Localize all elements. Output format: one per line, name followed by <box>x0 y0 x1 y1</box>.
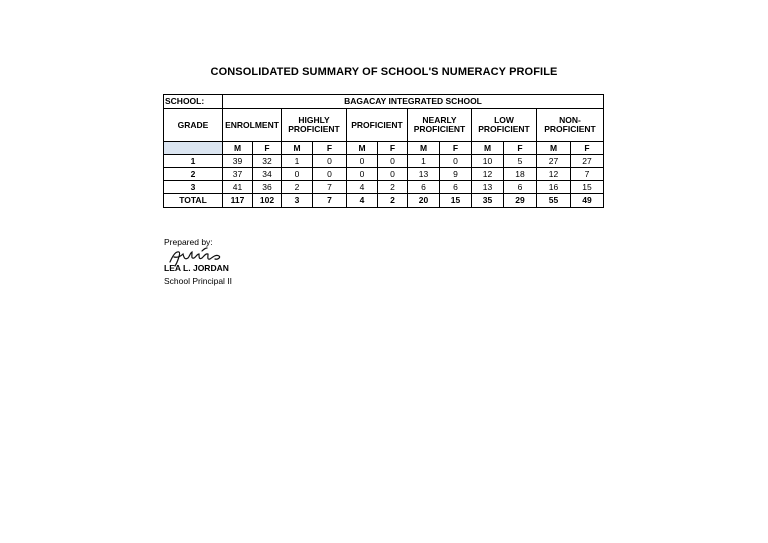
total-cell: 20 <box>408 194 440 208</box>
female-header: F <box>504 142 537 155</box>
value-cell: 0 <box>313 168 347 181</box>
numeracy-profile-table <box>163 94 604 208</box>
value-cell: 12 <box>537 168 571 181</box>
value-cell: 5 <box>504 155 537 168</box>
total-cell: 117 <box>223 194 253 208</box>
female-header: F <box>253 142 282 155</box>
value-cell: 13 <box>408 168 440 181</box>
highly-proficient-header: HIGHLY PROFICIENT <box>282 109 347 142</box>
value-cell: 12 <box>472 168 504 181</box>
grade-header: GRADE <box>164 109 223 142</box>
value-cell: 0 <box>282 168 313 181</box>
value-cell: 10 <box>472 155 504 168</box>
male-header: M <box>408 142 440 155</box>
value-cell: 41 <box>223 181 253 194</box>
total-cell: 29 <box>504 194 537 208</box>
prepared-by-label: Prepared by: <box>164 237 213 247</box>
female-header: F <box>440 142 472 155</box>
table-row <box>164 155 604 168</box>
value-cell: 2 <box>378 181 408 194</box>
value-cell: 0 <box>347 155 378 168</box>
value-cell: 37 <box>223 168 253 181</box>
low-proficient-header: LOW PROFICIENT <box>472 109 537 142</box>
value-cell: 6 <box>408 181 440 194</box>
value-cell: 27 <box>537 155 571 168</box>
value-cell: 15 <box>571 181 604 194</box>
enrolment-header: ENROLMENT <box>223 109 282 142</box>
value-cell: 0 <box>313 155 347 168</box>
total-cell: 7 <box>313 194 347 208</box>
value-cell: 36 <box>253 181 282 194</box>
preparer-name: LEA L. JORDAN <box>164 263 229 273</box>
value-cell: 0 <box>378 155 408 168</box>
value-cell: 13 <box>472 181 504 194</box>
value-cell: 39 <box>223 155 253 168</box>
female-header: F <box>571 142 604 155</box>
page-title: CONSOLIDATED SUMMARY OF SCHOOL'S NUMERACY PROFILE <box>210 66 558 78</box>
non-proficient-header: NON- PROFICIENT <box>537 109 604 142</box>
value-cell: 4 <box>347 181 378 194</box>
total-cell: 49 <box>571 194 604 208</box>
value-cell: 2 <box>282 181 313 194</box>
value-cell: 7 <box>571 168 604 181</box>
grade-cell: 2 <box>164 168 223 181</box>
value-cell: 16 <box>537 181 571 194</box>
male-header: M <box>347 142 378 155</box>
value-cell: 6 <box>440 181 472 194</box>
female-header: F <box>313 142 347 155</box>
value-cell: 0 <box>378 168 408 181</box>
school-label: SCHOOL: <box>164 95 223 109</box>
total-cell: 102 <box>253 194 282 208</box>
value-cell: 0 <box>440 155 472 168</box>
male-header: M <box>223 142 253 155</box>
total-cell: 35 <box>472 194 504 208</box>
value-cell: 7 <box>313 181 347 194</box>
total-cell: 55 <box>537 194 571 208</box>
female-header: F <box>378 142 408 155</box>
male-header: M <box>472 142 504 155</box>
total-cell: 4 <box>347 194 378 208</box>
value-cell: 27 <box>571 155 604 168</box>
value-cell: 34 <box>253 168 282 181</box>
value-cell: 6 <box>504 181 537 194</box>
value-cell: 32 <box>253 155 282 168</box>
school-name: BAGACAY INTEGRATED SCHOOL <box>223 95 604 109</box>
total-label: TOTAL <box>164 194 223 208</box>
value-cell: 1 <box>408 155 440 168</box>
proficient-header: PROFICIENT <box>347 109 408 142</box>
value-cell: 18 <box>504 168 537 181</box>
value-cell: 0 <box>347 168 378 181</box>
value-cell: 1 <box>282 155 313 168</box>
nearly-proficient-header: NEARLY PROFICIENT <box>408 109 472 142</box>
table-row <box>164 181 604 194</box>
grade-cell: 3 <box>164 181 223 194</box>
male-header: M <box>537 142 571 155</box>
male-header: M <box>282 142 313 155</box>
table-row <box>164 168 604 181</box>
preparer-position: School Principal II <box>164 276 233 286</box>
value-cell: 9 <box>440 168 472 181</box>
grade-cell: 1 <box>164 155 223 168</box>
total-cell: 15 <box>440 194 472 208</box>
total-cell: 3 <box>282 194 313 208</box>
selected-cell <box>164 142 223 155</box>
total-cell: 2 <box>378 194 408 208</box>
